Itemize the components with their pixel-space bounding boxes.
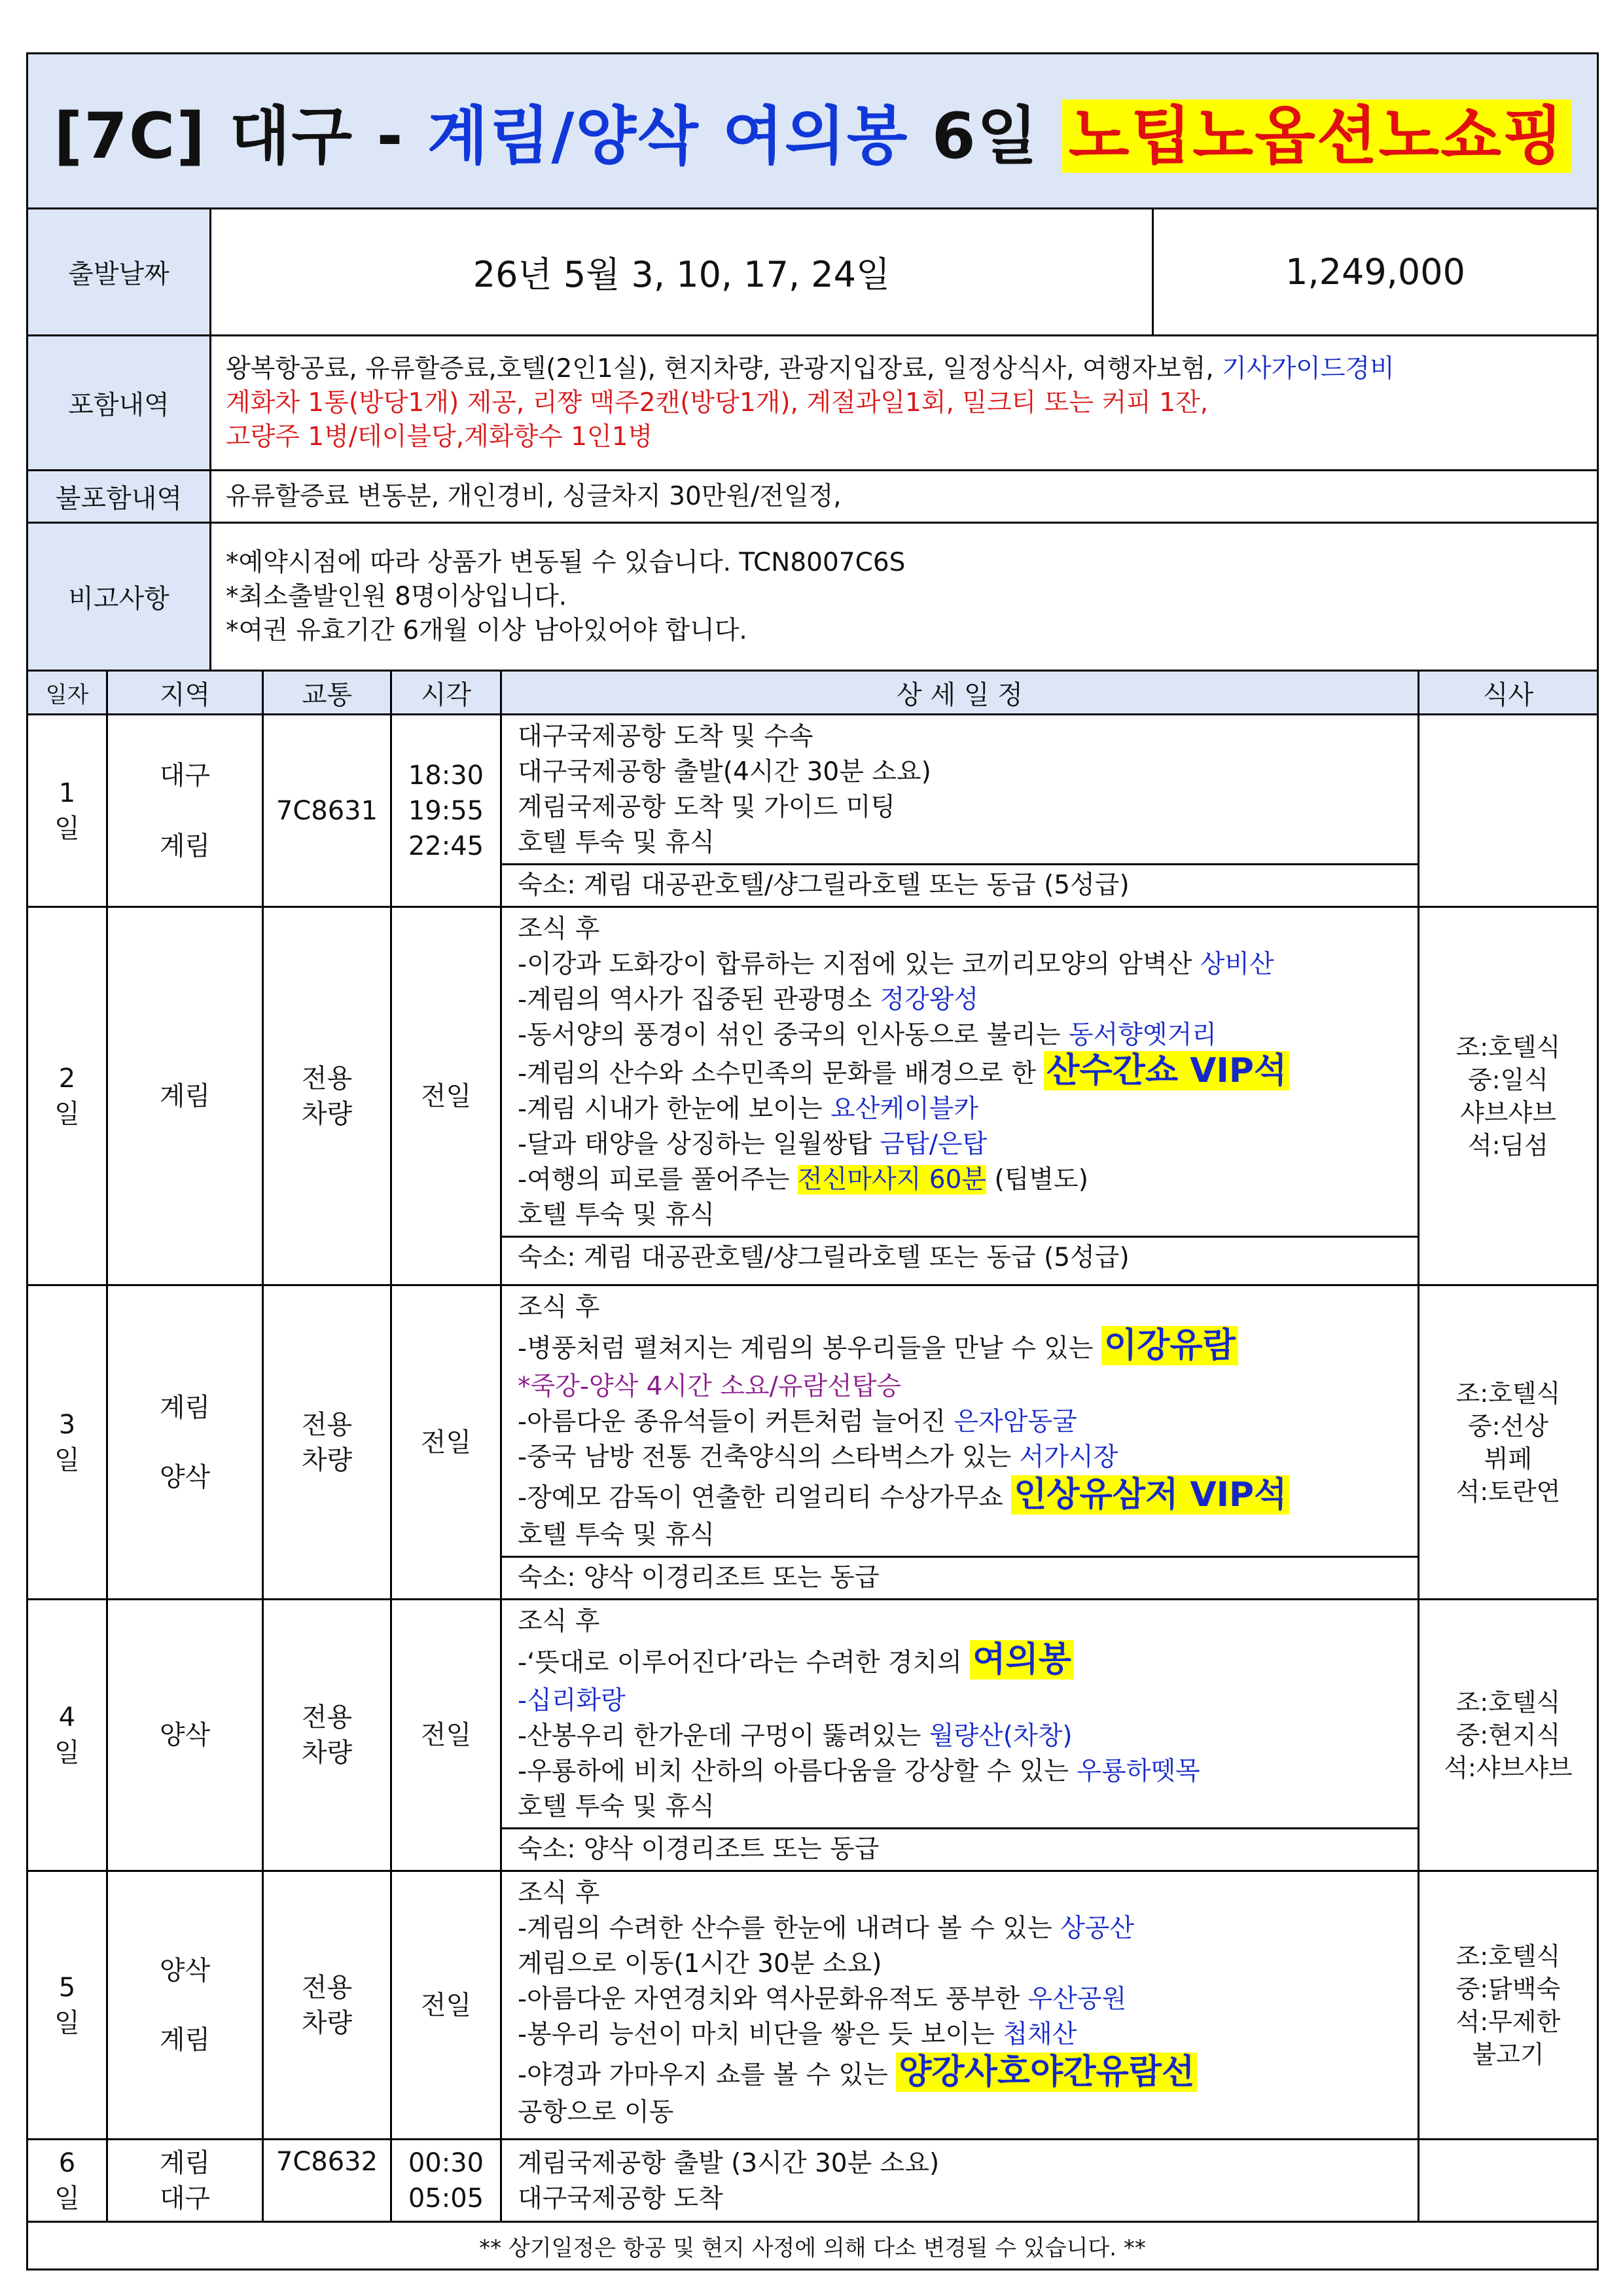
footer-note: ** 상기일정은 항공 및 현지 사정에 의해 다소 변경될 수 있습니다. ** xyxy=(27,2222,1598,2270)
remark-line: *최소출발인원 8명이상입니다. xyxy=(226,581,567,611)
attraction: 첩채산 xyxy=(1003,2020,1077,2049)
activity: -계림의 산수와 소수민족의 문화를 배경으로 한 산수간쇼 VIP석 xyxy=(518,1053,1402,1092)
attraction: 상공산 xyxy=(1060,1914,1135,1943)
attraction: 서가시장 xyxy=(1019,1443,1118,1472)
activity: 조식 후 xyxy=(518,914,600,944)
day-number: 4 일 xyxy=(27,1600,107,1871)
time: 18:30 19:55 22:45 xyxy=(391,715,501,907)
accommodation: 숙소: 양삭 이경리조트 또는 동급 xyxy=(502,1556,1418,1598)
excluded-text: 유류할증료 변동분, 개인경비, 싱글차지 30만원/전일정, xyxy=(211,471,1598,523)
activity: 대구국제공항 출발(4시간 30분 소요) xyxy=(518,757,931,787)
activity: -계림 시내가 한눈에 보이는 요산케이블카 xyxy=(518,1094,979,1124)
activity: -아름다운 자연경치와 역사문화유적도 풍부한 우산공원 xyxy=(518,1984,1127,2014)
transport: 전용 차량 xyxy=(263,1871,391,2140)
attraction: 정강왕성 xyxy=(880,985,979,1014)
accommodation: 숙소: 계림 대공관호텔/샹그릴라호텔 또는 동급 (5성급) xyxy=(502,863,1418,906)
attraction: 우룡하뗏목 xyxy=(1077,1757,1200,1786)
transport: 전용 차량 xyxy=(263,907,391,1285)
day-number: 2 일 xyxy=(27,907,107,1285)
schedule-header xyxy=(27,671,1598,715)
attraction-highlight: 여의봉 xyxy=(970,1640,1074,1679)
time: 전일 xyxy=(391,1871,501,2140)
activity: 대구국제공항 도착 xyxy=(518,2183,723,2214)
attraction: 동서향옛거리 xyxy=(1068,1020,1217,1050)
info-table xyxy=(26,52,1599,672)
remarks-label: 비고사항 xyxy=(27,523,211,671)
attraction-highlight: 양강사호야간유람선 xyxy=(896,2053,1197,2092)
activity: -이강과 도화강이 합류하는 지점에 있는 코끼리모양의 암벽산 상비산 xyxy=(518,950,1274,979)
day-details xyxy=(501,2140,1419,2222)
activity: 계림국제공항 도착 및 가이드 미팅 xyxy=(518,793,896,822)
time: 전일 xyxy=(391,907,501,1285)
activity: 조식 후 xyxy=(518,1607,600,1636)
meals xyxy=(1419,2140,1598,2222)
schedule-table xyxy=(26,670,1599,2270)
activity: -‘뜻대로 이루어진다’라는 수려한 경치의 여의봉 xyxy=(518,1640,1402,1683)
time: 전일 xyxy=(391,1600,501,1871)
activity: -야경과 가마우지 쇼를 볼 수 있는 양강사호야간유람선 xyxy=(518,2053,1402,2095)
attraction: 상비산 xyxy=(1200,950,1274,979)
title-highlight: 노팁노옵션노쇼핑 xyxy=(1062,99,1571,173)
region: 계림 대구 xyxy=(107,2140,263,2222)
day-row xyxy=(27,1871,1598,2140)
activity: 조식 후 xyxy=(518,1293,600,1322)
accommodation: 숙소: 양삭 이경리조트 또는 동급 xyxy=(502,1827,1418,1870)
day-number: 3 일 xyxy=(27,1285,107,1600)
activity: 대구국제공항 도착 및 수속 xyxy=(518,722,813,751)
attraction: 우산공원 xyxy=(1027,1984,1127,2014)
header-time: 시각 xyxy=(391,671,501,715)
day-row xyxy=(27,1285,1598,1600)
departure-label: 출발날짜 xyxy=(27,209,211,336)
attraction-highlight: 전신마사지 60분 xyxy=(798,1165,987,1194)
meals: 조:호텔식 중:닭백숙 석:무제한 불고기 xyxy=(1419,1871,1598,2140)
attraction-highlight: 산수간쇼 VIP석 xyxy=(1044,1051,1289,1090)
day-row xyxy=(27,1600,1598,1871)
accommodation: 숙소: 계림 대공관호텔/샹그릴라호텔 또는 동급 (5성급) xyxy=(502,1236,1418,1278)
meals: 조:호텔식 중:현지식 석:샤브샤브 xyxy=(1419,1600,1598,1871)
activity: -봉우리 능선이 마치 비단을 쌓은 듯 보이는 첩채산 xyxy=(518,2020,1077,2049)
excluded-label: 불포함내역 xyxy=(27,471,211,523)
activity: 호텔 투숙 및 휴식 xyxy=(518,1200,715,1230)
day-row xyxy=(27,2140,1598,2222)
day-details xyxy=(501,1285,1419,1600)
day-number: 5 일 xyxy=(27,1871,107,2140)
header-region: 지역 xyxy=(107,671,263,715)
activity: -아름다운 종유석들이 커튼처럼 늘어진 은자암동굴 xyxy=(518,1407,1077,1437)
activity: -병풍처럼 펼쳐지는 계림의 봉우리들을 만날 수 있는 이강유람 xyxy=(518,1325,1402,1369)
attraction: 요산케이블카 xyxy=(830,1094,979,1124)
itinerary-document xyxy=(26,52,1597,2270)
included-text xyxy=(211,336,1598,471)
transport: 7C8632 xyxy=(263,2140,391,2222)
page-title xyxy=(27,54,1598,209)
header-meals: 식사 xyxy=(1419,671,1598,715)
header-transport: 교통 xyxy=(263,671,391,715)
activity: -우룡하에 비치 산하의 아름다움을 강상할 수 있는 우룡하뗏목 xyxy=(518,1757,1200,1786)
region: 계림 양삭 xyxy=(107,1285,263,1600)
attraction: 월량산(차창) xyxy=(929,1721,1073,1751)
activity: -산봉우리 한가운데 구멍이 뚫려있는 월량산(차창) xyxy=(518,1721,1073,1751)
day-details xyxy=(501,715,1419,907)
meals xyxy=(1419,715,1598,907)
attraction: 은자암동굴 xyxy=(954,1407,1077,1437)
header-day: 일자 xyxy=(27,671,107,715)
region: 양삭 계림 xyxy=(107,1871,263,2140)
activity: 계림으로 이동(1시간 30분 소요) xyxy=(518,1949,882,1979)
day-number: 6 일 xyxy=(27,2140,107,2222)
day-details xyxy=(501,1600,1419,1871)
activity: -여행의 피로를 풀어주는 전신마사지 60분 (팁별도) xyxy=(518,1165,1088,1194)
activity: 호텔 투숙 및 휴식 xyxy=(518,1520,715,1550)
included-line: 왕복항공료, 유류할증료,호텔(2인1실), 현지차량, 관광지입장료, 일정상식사, 여행자보험, xyxy=(226,353,1222,384)
time: 00:30 05:05 xyxy=(391,2140,501,2222)
activity: 공항으로 이동 xyxy=(518,2098,674,2127)
included-guide-fee: 기사가이드경비 xyxy=(1222,353,1395,384)
activity: 호텔 투숙 및 휴식 xyxy=(518,1792,715,1821)
region: 계림 xyxy=(107,907,263,1285)
activity: -계림의 수려한 산수를 한눈에 내려다 볼 수 있는 상공산 xyxy=(518,1914,1135,1943)
price: 1,249,000 xyxy=(1153,209,1598,336)
activity: -중국 남방 전통 건축양식의 스타벅스가 있는 서가시장 xyxy=(518,1443,1118,1472)
attraction-highlight: 인상유삼저 VIP석 xyxy=(1011,1475,1289,1515)
day-row xyxy=(27,907,1598,1285)
meals: 조:호텔식 중:선상 뷔페 석:토란연 xyxy=(1419,1285,1598,1600)
time: 전일 xyxy=(391,1285,501,1600)
activity: -계림의 역사가 집중된 관광명소 정강왕성 xyxy=(518,985,979,1014)
region: 대구 계림 xyxy=(107,715,263,907)
activity: -달과 태양을 상징하는 일월쌍탑 금탑/은탑 xyxy=(518,1130,988,1159)
day-details xyxy=(501,907,1419,1285)
title-prefix: [7C] 대구 - xyxy=(54,99,427,173)
attraction-highlight: 이강유람 xyxy=(1101,1326,1238,1365)
transport: 전용 차량 xyxy=(263,1285,391,1600)
attraction: -십리화랑 xyxy=(518,1686,626,1715)
title-destination: 계림/양삭 여의봉 xyxy=(427,99,909,173)
region: 양삭 xyxy=(107,1600,263,1871)
day-row xyxy=(27,715,1598,907)
title-duration: 6일 xyxy=(908,99,1062,173)
departure-dates: 26년 5월 3, 10, 17, 24일 xyxy=(211,209,1153,336)
activity: -동서양의 풍경이 섞인 중국의 인사동으로 불리는 동서향옛거리 xyxy=(518,1020,1217,1050)
activity: -장예모 감독이 연출한 리얼리티 수상가무쇼 인상유삼저 VIP석 xyxy=(518,1475,1402,1518)
day-details xyxy=(501,1871,1419,2140)
day-number: 1 일 xyxy=(27,715,107,907)
attraction: 금탑/은탑 xyxy=(880,1130,988,1159)
activity: 계림국제공항 출발 (3시간 30분 소요) xyxy=(518,2148,940,2178)
transport: 전용 차량 xyxy=(263,1600,391,1871)
included-line: 계화차 1통(방당1개) 제공, 리쨩 맥주2캔(방당1개), 계절과일1회, 밀크티 또는 커피 1잔, xyxy=(226,387,1209,418)
included-label: 포함내역 xyxy=(27,336,211,471)
meals: 조:호텔식 중:일식 샤브샤브 석:딤섬 xyxy=(1419,907,1598,1285)
remark-line: *여권 유효기간 6개월 이상 남아있어야 합니다. xyxy=(226,615,747,645)
remarks-text xyxy=(211,523,1598,671)
remark-line: *예약시점에 따라 상품가 변동될 수 있습니다. TCN8007C6S xyxy=(226,547,906,577)
activity: 조식 후 xyxy=(518,1878,600,1908)
included-line: 고량주 1병/테이블당,계화향수 1인1병 xyxy=(226,422,653,452)
transport: 7C8631 xyxy=(263,715,391,907)
activity-note: *죽강-양삭 4시간 소요/유람선탑승 xyxy=(518,1372,902,1401)
activity: 호텔 투숙 및 휴식 xyxy=(518,828,715,857)
header-details: 상 세 일 정 xyxy=(501,671,1419,715)
